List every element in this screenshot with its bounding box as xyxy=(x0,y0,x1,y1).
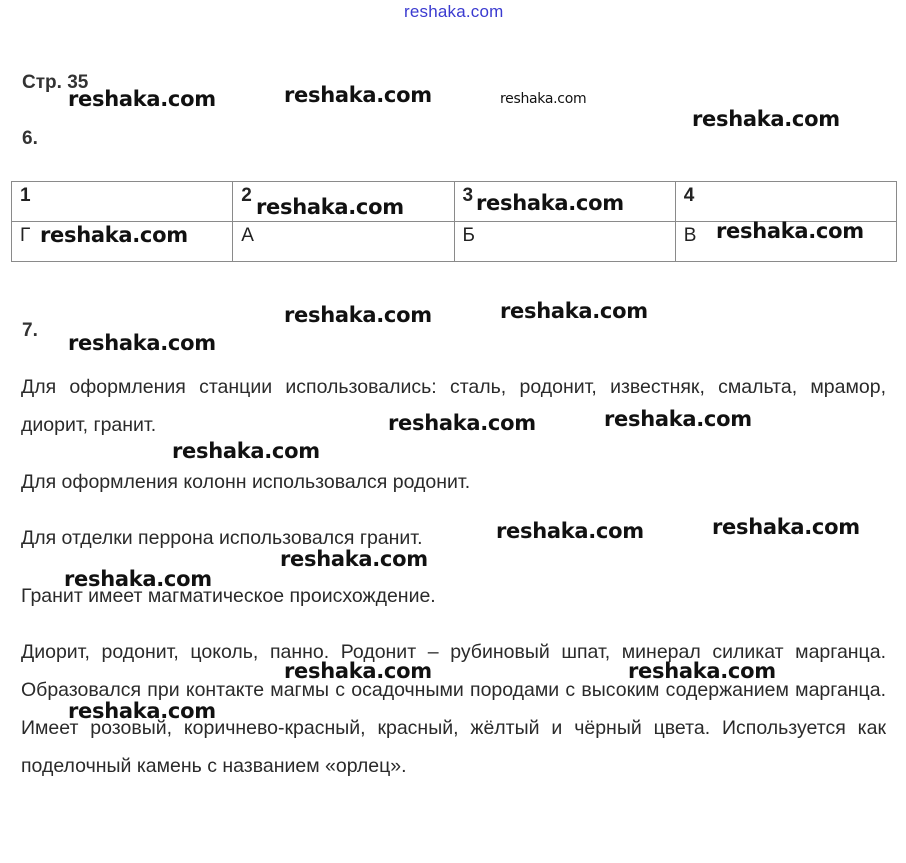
watermark: reshaka.com xyxy=(604,407,752,431)
watermark: reshaka.com xyxy=(256,195,404,219)
page-heading: Стр. 35 xyxy=(22,72,89,93)
paragraph: Диорит, родонит, цоколь, панно. Родонит – рубиновый шпат, минерал силикат марганца. Образовался при контакте магмы с осадочными породами с высоким содержанием марганца. Имеет розовый, коричнево-красный, красный, жёлтый и чёрный цвета. Используется как поделочный камень с названием «орлец». xyxy=(21,641,886,777)
table-header-cell: 1 xyxy=(12,182,233,222)
watermark: reshaka.com xyxy=(692,107,840,131)
table-header-row xyxy=(12,182,897,222)
watermark: reshaka.com xyxy=(280,547,428,571)
table-cell: А xyxy=(233,222,454,262)
watermark: reshaka.com xyxy=(40,223,188,247)
table-header-cell: 3 xyxy=(454,182,675,222)
table-cell: Б xyxy=(454,222,675,262)
watermark: reshaka.com xyxy=(500,91,587,107)
task-7-number: 7. xyxy=(22,320,38,341)
table-cell: В xyxy=(675,222,896,262)
watermark: reshaka.com xyxy=(284,303,432,327)
watermark: reshaka.com xyxy=(64,567,212,591)
paragraph: Для оформления колонн использовался родонит. xyxy=(21,471,471,493)
table-header-cell: 4 xyxy=(675,182,896,222)
watermark: reshaka.com xyxy=(68,87,216,111)
site-link[interactable]: reshaka.com xyxy=(404,2,504,21)
table-cell: Г xyxy=(12,222,233,262)
watermark: reshaka.com xyxy=(68,331,216,355)
watermark: reshaka.com xyxy=(284,83,432,107)
task-6-number: 6. xyxy=(22,128,38,149)
watermark: reshaka.com xyxy=(500,299,648,323)
paragraph: Гранит имеет магматическое происхождение. xyxy=(21,585,436,607)
watermark: reshaka.com xyxy=(172,439,320,463)
watermark: reshaka.com xyxy=(716,219,864,243)
table-header-cell: 2 xyxy=(233,182,454,222)
watermark: reshaka.com xyxy=(628,659,776,683)
watermark: reshaka.com xyxy=(284,659,432,683)
watermark: reshaka.com xyxy=(388,411,536,435)
watermark: reshaka.com xyxy=(68,699,216,723)
watermark: reshaka.com xyxy=(496,519,644,543)
paragraph: Для оформления станции использовались: сталь, родонит, известняк, смальта, мрамор, диорит, гранит. xyxy=(21,376,886,436)
watermark: reshaka.com xyxy=(712,515,860,539)
watermark: reshaka.com xyxy=(476,191,624,215)
paragraph: Для отделки перрона использовался гранит. xyxy=(21,527,423,549)
